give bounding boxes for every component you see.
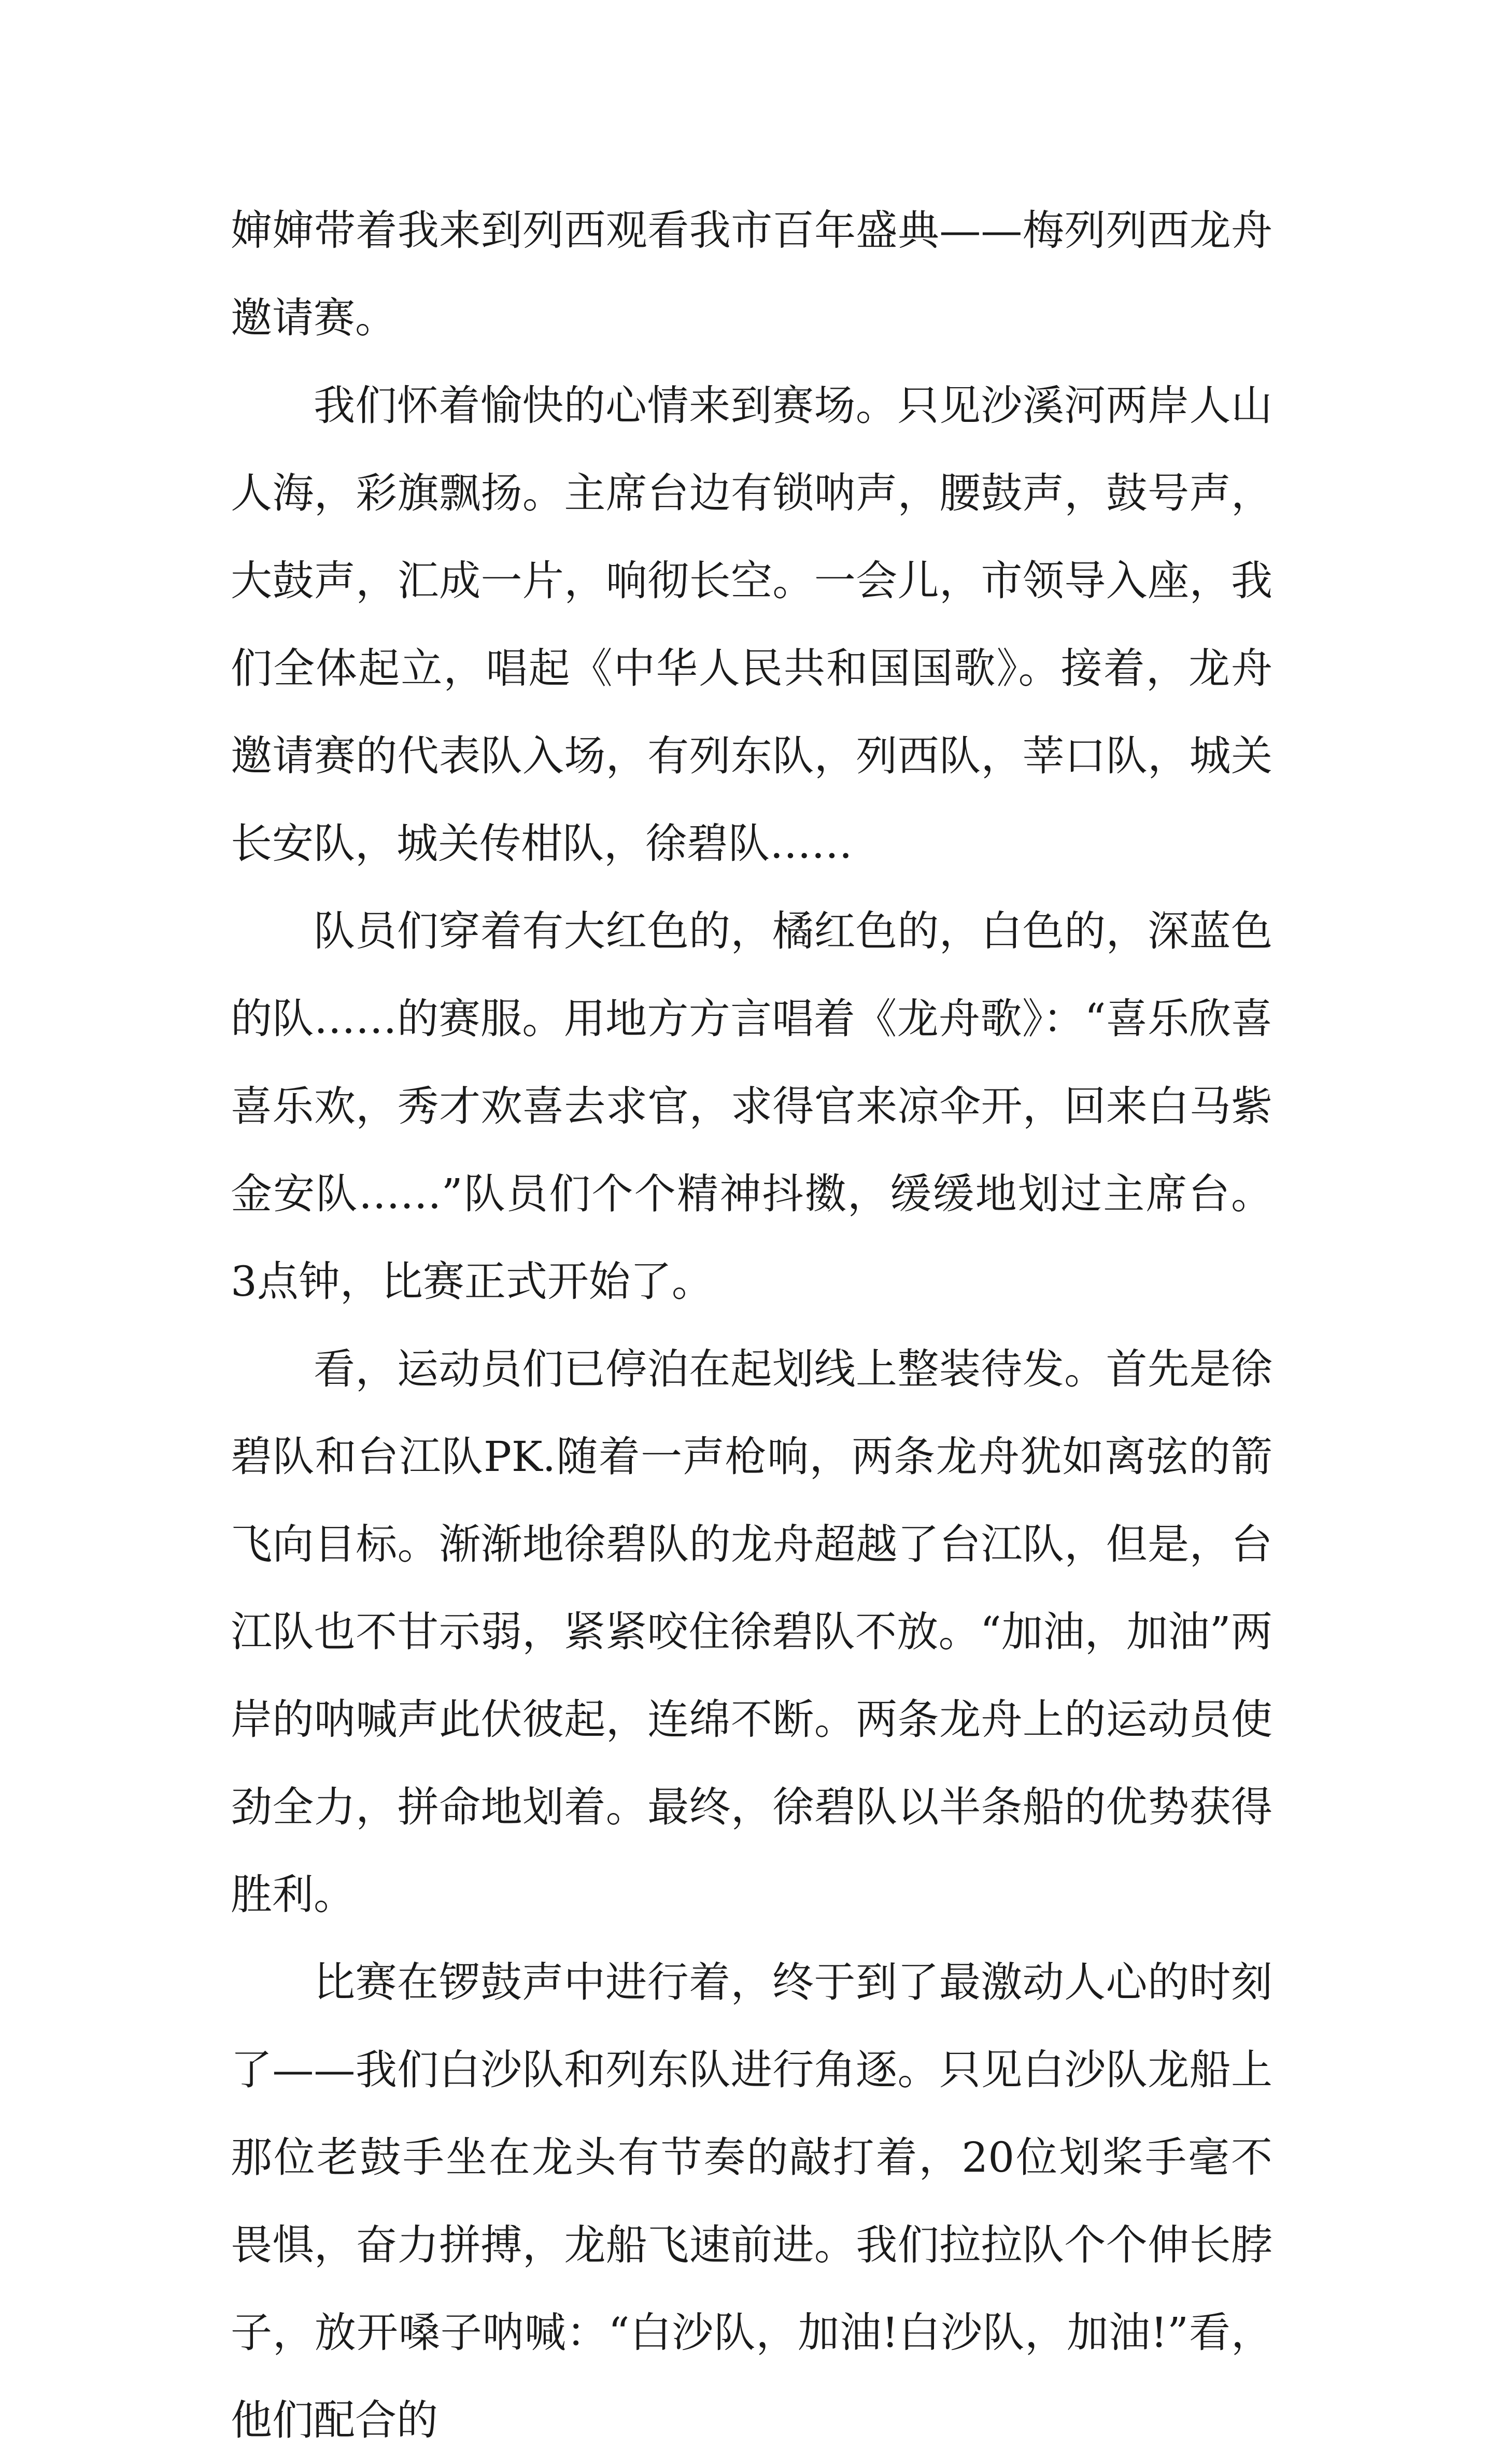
paragraph-1: 婶婶带着我来到列西观看我市百年盛典——梅列列西龙舟邀请赛。 [231,206,1272,342]
document-body [231,187,1272,2464]
paragraph-4: 看，运动员们已停泊在起划线上整装待发。首先是徐碧队和台江队PK.随着一声枪响，两条龙舟犹如离弦的箭飞向目标。渐渐地徐碧队的龙舟超越了台江队，但是，台江队也不甘示弱，紧紧咬住徐碧队不放。“加油，加油”两岸的呐喊声此伏彼起，连绵不断。两条龙舟上的运动员使劲全力，拼命地划着。最终，徐碧队以半条船的优势获得胜利。 [231,1345,1272,1919]
paragraph-2: 我们怀着愉快的心情来到赛场。只见沙溪河两岸人山人海，彩旗飘扬。主席台边有锁呐声，腰鼓声，鼓号声，大鼓声，汇成一片，响彻长空。一会儿，市领导入座，我们全体起立，唱起《中华人民共和国国歌》。接着，龙舟邀请赛的代表队入场，有列东队，列西队，莘口队，城关长安队，城关传柑队，徐碧队…… [231,381,1272,868]
paragraph-3: 队员们穿着有大红色的，橘红色的，白色的，深蓝色的队……的赛服。用地方方言唱着《龙舟歌》：“喜乐欣喜喜乐欢，秀才欢喜去求官，求得官来凉伞开，回来白马紫金安队……”队员们个个精神抖擞，缓缓地划过主席台。3点钟，比赛正式开始了。 [231,907,1272,1306]
paragraph-5: 比赛在锣鼓声中进行着，终于到了最激动人心的时刻了——我们白沙队和列东队进行角逐。只见白沙队龙船上那位老鼓手坐在龙头有节奏的敲打着，20位划桨手毫不畏惧，奋力拼搏，龙船飞速前进。我们拉拉队个个伸长脖子，放开嗓子呐喊：“白沙队，加油!白沙队，加油!”看，他们配合的 [231,1958,1272,2444]
